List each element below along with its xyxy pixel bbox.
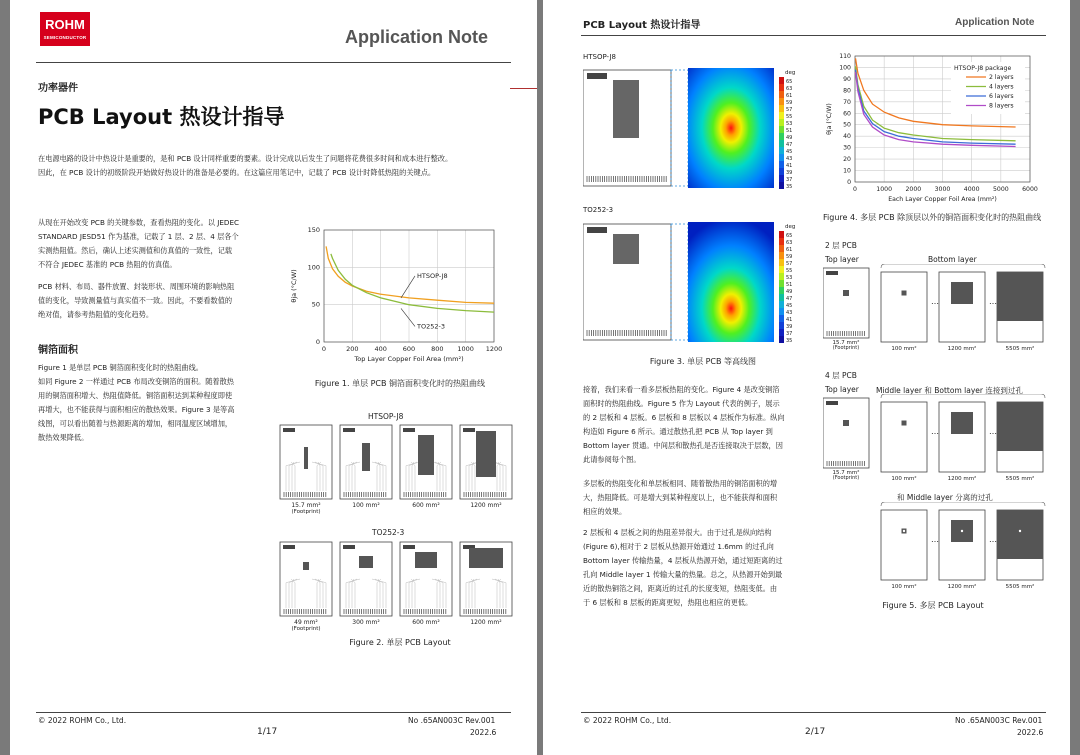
scale-value: 51 bbox=[786, 282, 793, 288]
copper-pad bbox=[951, 282, 973, 304]
copper-pad bbox=[303, 562, 309, 570]
copper-pad bbox=[613, 80, 639, 138]
page-1 bbox=[10, 0, 537, 755]
scale-swatch bbox=[779, 329, 784, 336]
category: 功率器件 bbox=[38, 83, 78, 94]
scale-swatch bbox=[779, 182, 784, 189]
scale-value: 35 bbox=[786, 184, 793, 190]
scale-value: 37 bbox=[786, 331, 793, 337]
y-tick-label: 0 bbox=[315, 338, 320, 346]
pcb-board bbox=[823, 268, 869, 338]
figure-2-caption: Figure 2. 单层 PCB Layout bbox=[349, 638, 451, 647]
footer-date: 2022.6 bbox=[470, 728, 497, 737]
area-label: 15.7 mm² bbox=[832, 340, 860, 346]
y-tick-label: 100 bbox=[307, 263, 320, 272]
copper-pad bbox=[469, 548, 503, 568]
app-note-label: Application Note bbox=[955, 17, 1035, 28]
copper-pad bbox=[418, 435, 434, 475]
para-2: PCB 材料、布局、器件放置、封装形状、周围环境的影响热阻 值的变化，导致测量值与真实值不一致。因此，不要看数值的 绝对值，请参考热阻值的变化趋势。 bbox=[38, 282, 235, 319]
footer-doc-number: No .65AN003C Rev.001 bbox=[955, 716, 1043, 725]
scale-swatch bbox=[779, 259, 784, 266]
scale-value: 61 bbox=[786, 93, 793, 99]
corner-line-h bbox=[510, 88, 537, 89]
series-line bbox=[326, 246, 494, 303]
copper-pad bbox=[843, 290, 849, 296]
scale-swatch bbox=[779, 133, 784, 140]
scale-value: 45 bbox=[786, 303, 793, 309]
y-tick-label: 150 bbox=[307, 226, 320, 234]
scale-swatch bbox=[779, 287, 784, 294]
fig2-title-htsop: HTSOP-J8 bbox=[368, 412, 404, 421]
scale-swatch bbox=[779, 126, 784, 133]
scale-swatch bbox=[779, 336, 784, 343]
series-label: TO252-3 bbox=[417, 322, 445, 331]
copper-pad bbox=[304, 447, 308, 469]
area-label: 1200 mm² bbox=[470, 502, 502, 509]
footer-copyright: © 2022 ROHM Co., Ltd. bbox=[583, 716, 672, 725]
layer-board bbox=[881, 272, 927, 342]
scale-value: 53 bbox=[786, 121, 793, 127]
scale-value: 41 bbox=[786, 317, 793, 323]
scale-swatch bbox=[779, 119, 784, 126]
figure-5-4layer-connected bbox=[823, 394, 1048, 486]
footer-page-number: 1/17 bbox=[257, 727, 278, 737]
figure-1-chart bbox=[280, 220, 530, 375]
scale-value: 59 bbox=[786, 100, 793, 106]
scale-swatch bbox=[779, 280, 784, 287]
scale-value: 39 bbox=[786, 324, 793, 330]
group-bracket bbox=[881, 264, 1045, 268]
y-tick-label: 100 bbox=[839, 64, 851, 72]
figure-2-htsop-layouts bbox=[278, 421, 518, 517]
y-tick-label: 60 bbox=[843, 110, 851, 118]
scale-value: 55 bbox=[786, 114, 793, 120]
scale-swatch bbox=[779, 294, 784, 301]
scale-swatch bbox=[779, 322, 784, 329]
x-tick-label: 3000 bbox=[934, 186, 951, 193]
footer-copyright: © 2022 ROHM Co., Ltd. bbox=[38, 716, 127, 725]
area-label: 1200 mm² bbox=[947, 476, 977, 482]
ellipsis: … bbox=[989, 427, 997, 436]
copper-pad bbox=[902, 421, 907, 426]
para-3: 2 层板和 4 层板之间的热阻差异很大。由于过孔是纵向结构 (Figure 6),相对于 2 层板从热源开始通过 1.6mm 的过孔向 Bottom layer 传输热量，4 层板从热源开始，通过短距离的过 孔向 Middle layer 1 传输大量的热量。总之，从热源开始到最 近的散热铜箔之间，距离近的过孔的长度变短，热阻变低。由 于 6 层板和 8 层板的距离更短，热阻也相应的更低。 bbox=[583, 528, 783, 607]
scale-swatch bbox=[779, 175, 784, 182]
scale-value: 65 bbox=[786, 233, 793, 239]
scale-swatch bbox=[779, 168, 784, 175]
y-tick-label: 40 bbox=[843, 133, 851, 141]
x-tick-label: 4000 bbox=[963, 186, 980, 193]
legend-label: 2 layers bbox=[989, 74, 1014, 81]
pcb-board bbox=[340, 542, 392, 616]
scale-swatch bbox=[779, 315, 784, 322]
legend-label: 4 layers bbox=[989, 83, 1014, 91]
x-tick-label: 2000 bbox=[905, 186, 922, 193]
pcb-logo bbox=[343, 545, 355, 549]
pcb-logo bbox=[463, 428, 475, 432]
scale-value: 43 bbox=[786, 156, 793, 162]
x-axis-label: Each Layer Copper Foil Area (mm²) bbox=[888, 196, 997, 203]
zoom-frame bbox=[671, 224, 688, 340]
area-sublabel: (Footprint) bbox=[291, 626, 321, 632]
scale-unit: deg bbox=[785, 70, 796, 76]
fig5-bottom-layer: Bottom layer bbox=[928, 255, 977, 264]
area-sublabel: (Footprint) bbox=[291, 509, 321, 515]
x-tick-label: 200 bbox=[346, 345, 359, 353]
section-heading: 铜箔面积 bbox=[38, 345, 78, 356]
via bbox=[903, 530, 905, 532]
x-tick-label: 0 bbox=[321, 345, 327, 353]
area-label: 100 mm² bbox=[352, 502, 380, 509]
fig3-title-htsop: HTSOP-J8 bbox=[583, 53, 616, 61]
figure-5-2layer bbox=[823, 264, 1048, 356]
y-tick-label: 80 bbox=[843, 87, 851, 95]
x-tick-label: 800 bbox=[431, 345, 444, 353]
figure-4-chart bbox=[821, 50, 1051, 206]
scale-value: 35 bbox=[786, 338, 793, 344]
zoom-frame bbox=[671, 70, 688, 186]
copper-pad bbox=[359, 556, 373, 568]
scale-swatch bbox=[779, 266, 784, 273]
fig3-title-to252: TO252-3 bbox=[583, 206, 614, 214]
ellipsis: … bbox=[989, 535, 997, 544]
pcb-logo bbox=[403, 545, 415, 549]
area-label: 49 mm² bbox=[294, 619, 318, 626]
fig5-top-layer: Top layer bbox=[825, 255, 859, 264]
ellipsis: … bbox=[931, 535, 939, 544]
copper-pad bbox=[362, 443, 370, 471]
scale-value: 39 bbox=[786, 170, 793, 176]
scale-value: 59 bbox=[786, 254, 793, 260]
y-tick-label: 110 bbox=[839, 53, 851, 60]
scale-value: 41 bbox=[786, 163, 793, 169]
page-title: PCB Layout 热设计指导 bbox=[38, 105, 285, 129]
thermal-map bbox=[688, 68, 774, 188]
pcb-board bbox=[823, 398, 869, 468]
fig5-2layer-label: 2 层 PCB bbox=[825, 241, 857, 250]
pcb-board bbox=[280, 542, 332, 616]
via bbox=[1019, 530, 1021, 532]
scale-swatch bbox=[779, 238, 784, 245]
scale-value: 47 bbox=[786, 296, 793, 302]
scale-swatch bbox=[779, 91, 784, 98]
scale-swatch bbox=[779, 301, 784, 308]
pcb-logo bbox=[587, 227, 607, 233]
figure-3-htsop-thermal bbox=[583, 62, 818, 192]
scale-swatch bbox=[779, 84, 784, 91]
copper-fill bbox=[997, 510, 1043, 559]
copper-fill bbox=[997, 402, 1043, 451]
ellipsis: … bbox=[931, 427, 939, 436]
area-label: 300 mm² bbox=[352, 619, 380, 626]
area-label: 100 mm² bbox=[891, 584, 917, 590]
para-3: Figure 1 是单层 PCB 铜箔面积变化时的热阻曲线。 如同 Figure 2 一样通过 PCB 布局改变铜箔的面积。随着散热 用的铜箔面积增大、热阻值降低。铜箔面积达到某种程度即使 再增大，也不能获得与面积相应的散热效果。Figure 3 是等高 线图，可以看出随着与热源距离的增加，相同温度区域增加， 散热效果降低。 bbox=[38, 363, 235, 442]
pcb-logo bbox=[403, 428, 415, 432]
scale-swatch bbox=[779, 231, 784, 238]
figure-1-caption: Figure 1. 单层 PCB 铜箔面积变化时的热阻曲线 bbox=[314, 379, 486, 388]
figure-5-4layer-separated bbox=[823, 502, 1048, 590]
scale-swatch bbox=[779, 105, 784, 112]
y-tick-label: 10 bbox=[843, 167, 851, 175]
area-sublabel: (Footprint) bbox=[832, 475, 860, 481]
scale-value: 63 bbox=[786, 240, 793, 246]
scale-swatch bbox=[779, 98, 784, 105]
y-axis-label: θja (°C/W) bbox=[290, 269, 298, 303]
scale-swatch bbox=[779, 161, 784, 168]
area-label: 15.7 mm² bbox=[291, 502, 321, 509]
series-leader bbox=[401, 276, 415, 298]
area-label: 1200 mm² bbox=[470, 619, 502, 626]
scale-swatch bbox=[779, 140, 784, 147]
intro-text: 在电源电路的设计中热设计是重要的，是和 PCB 设计同样重要的要素。设计完成以后发生了问题将花费很多时间和成本进行整改。 因此，在 PCB 设计的初级阶段开始做好热设计的准备是必要的。在这篇应用笔记中，记载了 PCB 设计时降低热阻的关键点。 bbox=[38, 154, 453, 177]
footer-rule bbox=[36, 712, 511, 713]
copper-fill bbox=[997, 272, 1043, 321]
area-label: 5505 mm² bbox=[1005, 476, 1035, 482]
area-sublabel: (Footprint) bbox=[832, 345, 860, 351]
area-label: 100 mm² bbox=[891, 346, 917, 352]
series-line bbox=[331, 254, 494, 312]
copper-pad bbox=[843, 420, 849, 426]
y-tick-label: 50 bbox=[843, 121, 851, 129]
x-tick-label: 1200 bbox=[485, 345, 503, 353]
area-label: 100 mm² bbox=[891, 476, 917, 482]
y-axis-label: θja (°C/W) bbox=[826, 103, 833, 135]
area-label: 1200 mm² bbox=[947, 346, 977, 352]
scale-value: 49 bbox=[786, 289, 793, 295]
header-title: PCB Layout 热设计指导 bbox=[583, 20, 701, 31]
area-label: 1200 mm² bbox=[947, 584, 977, 590]
scale-swatch bbox=[779, 308, 784, 315]
scale-value: 63 bbox=[786, 86, 793, 92]
x-tick-label: 5000 bbox=[992, 186, 1009, 193]
legend-label: 6 layers bbox=[989, 93, 1014, 100]
y-tick-label: 20 bbox=[843, 156, 851, 164]
x-tick-label: 0 bbox=[853, 186, 857, 193]
series-label: HTSOP-J8 bbox=[417, 271, 448, 280]
scale-unit: deg bbox=[785, 224, 796, 230]
scale-value: 61 bbox=[786, 247, 793, 253]
figure-5-caption: Figure 5. 多层 PCB Layout bbox=[882, 601, 984, 610]
footer-date: 2022.6 bbox=[1017, 728, 1044, 737]
header-rule bbox=[36, 62, 511, 63]
scale-value: 45 bbox=[786, 149, 793, 155]
y-tick-label: 90 bbox=[843, 75, 851, 83]
footer-page-number: 2/17 bbox=[805, 727, 826, 737]
para-1: 从现在开始改变 PCB 的关键参数，查看热阻的变化。以 JEDEC STANDARD JESD51 作为基准，记载了 1 层、2 层、4 层各个 实测热阻值。然后，确认上述实测值和仿真值的一致性，记载 不符合 JEDEC 基准的 PCB 热阻的仿真值。 bbox=[38, 218, 240, 269]
scale-swatch bbox=[779, 112, 784, 119]
figure-2-to252-layouts bbox=[278, 538, 518, 634]
footer-rule bbox=[581, 712, 1046, 713]
y-tick-label: 30 bbox=[843, 144, 851, 152]
fig5-top-layer-2: Top layer bbox=[825, 385, 859, 394]
x-tick-label: 6000 bbox=[1022, 186, 1038, 193]
scale-value: 65 bbox=[786, 79, 793, 85]
fig2-title-to252: TO252-3 bbox=[372, 528, 405, 537]
footer-doc-number: No .65AN003C Rev.001 bbox=[408, 716, 496, 725]
pcb-logo bbox=[283, 428, 295, 432]
figure-3-caption: Figure 3. 单层 PCB 等高线图 bbox=[649, 357, 757, 366]
figure-4-caption: Figure 4. 多层 PCB 除顶层以外的铜箔面积变化时的热阻曲线 bbox=[823, 213, 1042, 222]
y-tick-label: 70 bbox=[843, 98, 851, 106]
scale-value: 57 bbox=[786, 261, 793, 267]
rohm-logo: ROHM SEMICONDUCTOR bbox=[40, 12, 90, 46]
pcb-logo bbox=[826, 401, 838, 405]
copper-pad bbox=[951, 412, 973, 434]
via bbox=[961, 530, 963, 532]
area-label: 600 mm² bbox=[412, 619, 440, 626]
area-label: 15.7 mm² bbox=[832, 470, 860, 476]
scale-value: 55 bbox=[786, 268, 793, 274]
figure-3-to252-thermal bbox=[583, 216, 818, 346]
fig5-middle-layer: Middle layer 和 Bottom layer 连接到过孔 bbox=[876, 386, 1023, 395]
pcb-logo bbox=[343, 428, 355, 432]
scale-swatch bbox=[779, 252, 784, 259]
legend-label: 8 layers bbox=[989, 102, 1014, 110]
copper-pad bbox=[902, 291, 907, 296]
x-tick-label: 1000 bbox=[457, 345, 474, 353]
fig5-4layer-label: 4 层 PCB bbox=[825, 371, 857, 380]
thermal-map bbox=[688, 222, 774, 342]
group-bracket bbox=[881, 502, 1045, 506]
ellipsis: … bbox=[989, 297, 997, 306]
area-label: 5505 mm² bbox=[1005, 346, 1035, 352]
series-leader bbox=[401, 308, 415, 326]
x-tick-label: 1000 bbox=[876, 186, 893, 193]
header-rule bbox=[581, 35, 1046, 36]
pcb-logo bbox=[826, 271, 838, 275]
y-tick-label: 50 bbox=[311, 300, 320, 309]
scale-value: 49 bbox=[786, 135, 793, 141]
page-2 bbox=[543, 0, 1070, 755]
area-label: 600 mm² bbox=[412, 502, 440, 509]
scale-value: 43 bbox=[786, 310, 793, 316]
area-label: 5505 mm² bbox=[1005, 584, 1035, 590]
pcb-logo bbox=[283, 545, 295, 549]
scale-swatch bbox=[779, 273, 784, 280]
pcb-logo bbox=[587, 73, 607, 79]
fig5-separated-label: 和 Middle layer 分离的过孔 bbox=[897, 493, 993, 502]
copper-pad bbox=[476, 431, 496, 477]
group-bracket bbox=[881, 394, 1045, 398]
layer-board bbox=[881, 510, 927, 580]
scale-swatch bbox=[779, 147, 784, 154]
scale-value: 47 bbox=[786, 142, 793, 148]
scale-value: 37 bbox=[786, 177, 793, 183]
legend-title: HTSOP-J8 package bbox=[954, 65, 1012, 72]
scale-swatch bbox=[779, 245, 784, 252]
scale-swatch bbox=[779, 154, 784, 161]
scale-swatch bbox=[779, 77, 784, 84]
app-note-label: Application Note bbox=[345, 27, 488, 47]
para-2: 多层板的热阻变化和单层板相同、随着散热用的铜箔面积的增 大，热阻降低。可是增大到某种程度以上，也不能获得和面积 相应的效果。 bbox=[583, 479, 778, 516]
ellipsis: … bbox=[931, 297, 939, 306]
scale-value: 51 bbox=[786, 128, 793, 134]
scale-value: 53 bbox=[786, 275, 793, 281]
y-tick-label: 0 bbox=[847, 179, 851, 186]
x-tick-label: 600 bbox=[402, 345, 416, 353]
scale-value: 57 bbox=[786, 107, 793, 113]
para-1: 接着，我们来看一看多层板热阻的变化。Figure 4 是改变铜箔 面积时的热阻曲线。Figure 5 作为 Layout 代表的例子，展示 的 2 层板和 4 层板。6 层板和 8 层板以 4 层板作为标准。纵向 构造如 Figure 6 所示。通过散热孔把 PCB 从 Top layer 到 Bottom layer 贯通。中间层和散热孔是否连接取决于层数，因 此请参阅每个图。 bbox=[583, 385, 785, 464]
layer-board bbox=[881, 402, 927, 472]
copper-pad bbox=[613, 234, 639, 264]
copper-pad bbox=[415, 552, 437, 568]
x-tick-label: 400 bbox=[374, 345, 387, 353]
x-axis-label: Top Layer Copper Foil Area (mm²) bbox=[354, 355, 464, 363]
